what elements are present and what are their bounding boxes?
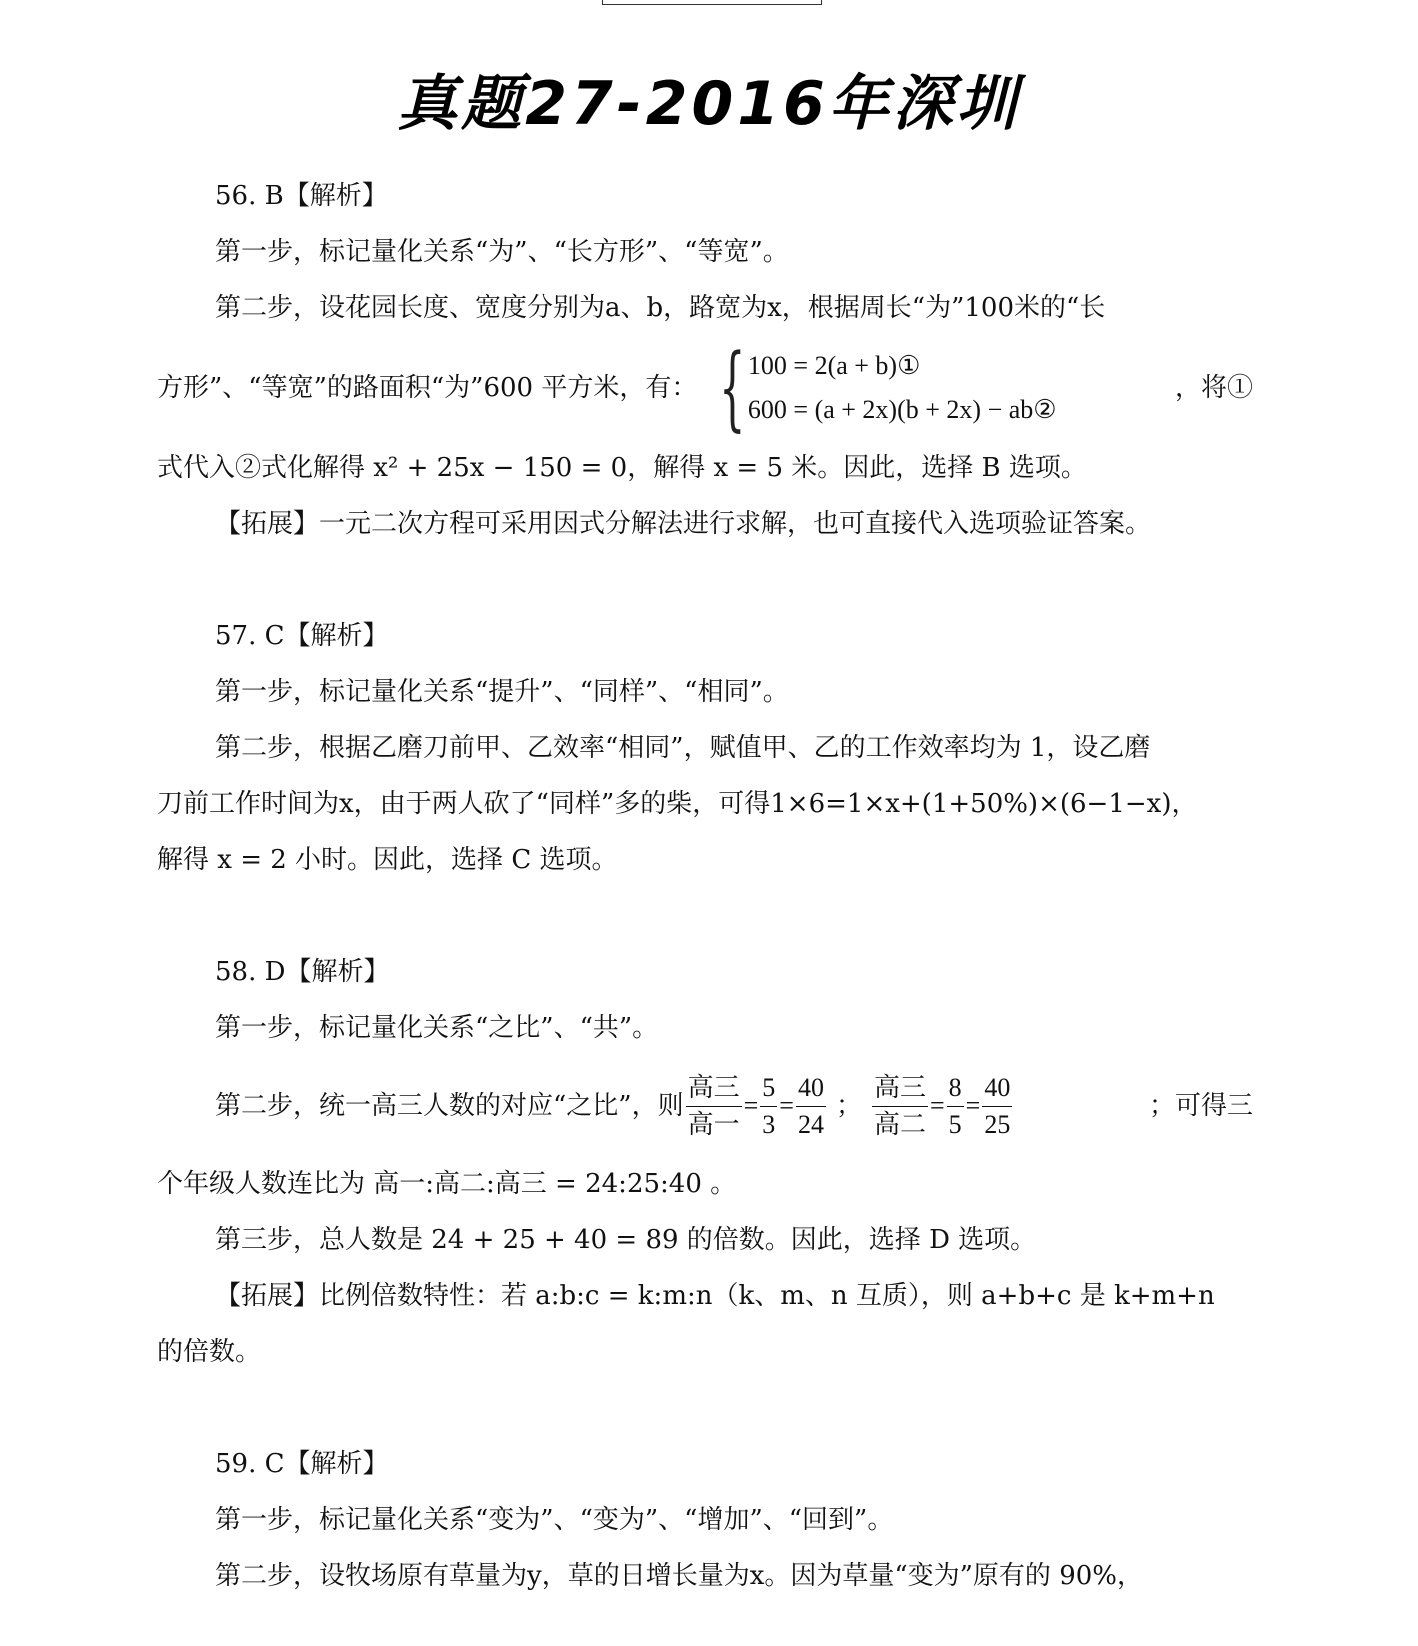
- q56-extension: 【拓展】一元二次方程可采用因式分解法进行求解，也可直接代入选项验证答案。: [215, 509, 1152, 539]
- q58-step1: 第一步，标记量化关系“之比”、“共”。: [215, 1013, 659, 1043]
- q56-heading: 56. B【解析】: [215, 181, 388, 211]
- q56-equation-row: [157, 336, 1253, 440]
- q57-heading: 57. C【解析】: [215, 621, 389, 651]
- q58-heading: 58. D【解析】: [215, 957, 390, 987]
- fraction-40-25: $\frac{40}{25}$: [982, 1070, 1012, 1143]
- top-header-box: [602, 0, 822, 5]
- q58-fraction-row: 第二步，统一高三人数的对应“之比”，则 $\frac{\text{高三}}{\text{高一}}$ = $\frac{5}{3}$ = $\frac{40}{24}$ ； $\frac{\text{高三}}{\text{高二}}$ = $\frac{8}{5}$ = $\frac{40}{25}$ ；可得三: [157, 1056, 1253, 1156]
- q56-step2: 第二步，设花园长度、宽度分别为a、b，路宽为x，根据周长“为”100米的“长: [215, 293, 1106, 323]
- q56-solution: 式代入②式化解得 x² + 25x − 150 = 0，解得 x = 5 米。因此，选择 B 选项。: [157, 453, 1087, 483]
- brace-icon: {: [719, 334, 746, 441]
- page-title: 真题27-2016年深圳: [397, 69, 1021, 139]
- q59-step2: 第二步，设牧场原有草量为y，草的日增长量为x。因为草量“变为”原有的 90%，: [215, 1561, 1143, 1591]
- q57-step2-cont: 刀前工作时间为x，由于两人砍了“同样”多的柴，可得1×6=1×x+(1+50%)×(6−1−x)，: [157, 789, 1198, 819]
- q56-equation-tail: ，将①: [1174, 373, 1253, 403]
- q58-step3: 第三步，总人数是 24 + 25 + 40 = 89 的倍数。因此，选择 D 选项。: [215, 1225, 1037, 1255]
- section-gap: [157, 888, 1253, 944]
- q58-extension-cont: 的倍数。: [157, 1337, 262, 1367]
- q56-equation-1: 100 = 2(a + b)①: [747, 351, 921, 380]
- q56-step1: 第一步，标记量化关系“为”、“长方形”、“等宽”。: [215, 237, 789, 267]
- fraction-40-24: $\frac{40}{24}$: [796, 1070, 826, 1143]
- q58-extension: 【拓展】比例倍数特性：若 a:b:c = k:m:n（k、m、n 互质），则 a+b+c 是 k+m+n: [215, 1281, 1215, 1311]
- q56-equation-2: 600 = (a + 2x)(b + 2x) − ab②: [747, 395, 1057, 424]
- q56-equation-lead: 方形”、“等宽”的路面积“为”600 平方米，有：: [157, 373, 698, 403]
- section-gap: [157, 1380, 1253, 1436]
- q58-step2-tail: ；可得三: [1148, 1091, 1253, 1121]
- q56-equation-system: [703, 334, 1057, 441]
- q58-ratio-line: 个年级人数连比为 高一:高二:高三 = 24:25:40 。: [157, 1169, 737, 1199]
- fraction-5-3: $\frac{5}{3}$: [760, 1070, 777, 1143]
- q58-step2-lead: 第二步，统一高三人数的对应“之比”，则: [215, 1091, 684, 1121]
- fraction-high3-high2: $\frac{\text{高三}}{\text{高二}}$: [872, 1070, 928, 1143]
- q59-step1: 第一步，标记量化关系“变为”、“变为”、“增加”、“回到”。: [215, 1505, 894, 1535]
- fraction-high3-high1: $\frac{\text{高三}}{\text{高一}}$: [686, 1070, 742, 1143]
- section-gap: [157, 552, 1253, 608]
- q58-separator: ；: [835, 1091, 862, 1121]
- fraction-8-5: $\frac{8}{5}$: [947, 1070, 964, 1143]
- q59-heading: 59. C【解析】: [215, 1449, 389, 1479]
- q57-solution: 解得 x = 2 小时。因此，选择 C 选项。: [157, 845, 618, 875]
- q57-step1: 第一步，标记量化关系“提升”、“同样”、“相同”。: [215, 677, 789, 707]
- q57-step2: 第二步，根据乙磨刀前甲、乙效率“相同”，赋值甲、乙的工作效率均为 1，设乙磨: [215, 733, 1151, 763]
- document-body: [157, 168, 1253, 1604]
